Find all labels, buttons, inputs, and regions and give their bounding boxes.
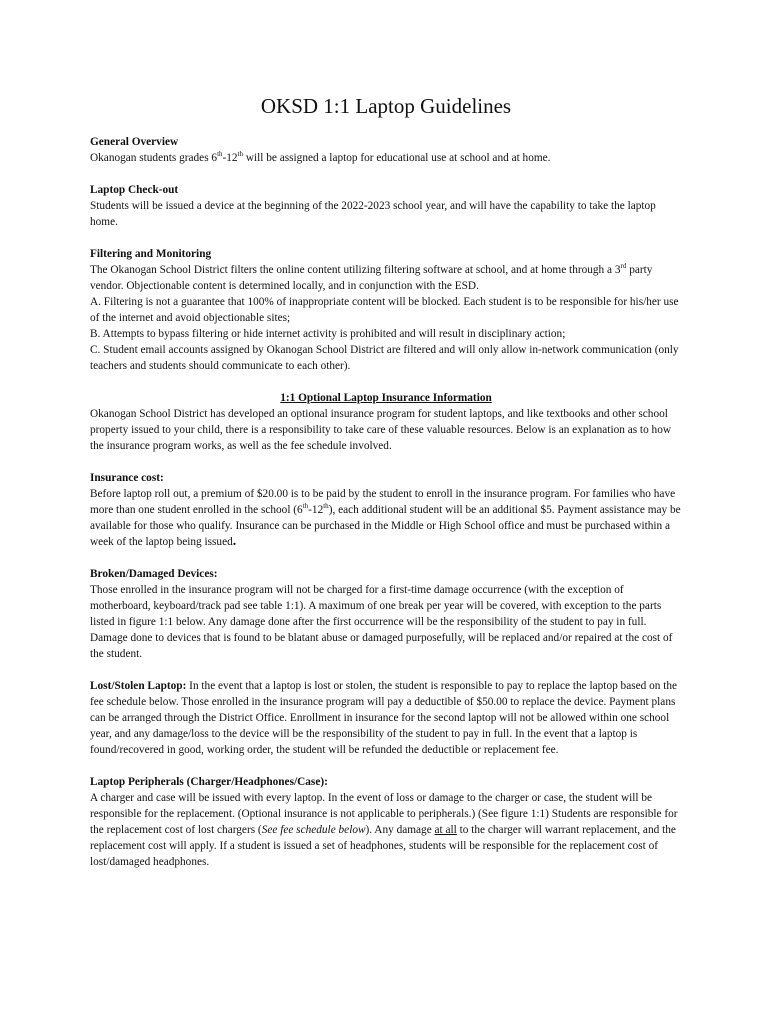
broken-text: Those enrolled in the insurance program will not be charged for a first-time damage occurrence (with the exception of motherboard, keyboard/track pad see table 1:1). A maximum of one break per year will be covered, with exception to the parts listed in figure 1:1 below. Any damage done after the first occurrence will be the responsibility of the student to pay in full. Damage done to devices that is found to be blatant abuse or damaged purposefully, will be replaced and/or repaired at the cost of the student. <box>90 584 673 660</box>
insurance-cost-heading: Insurance cost: <box>90 472 164 484</box>
filtering-item-a: A. Filtering is not a guarantee that 100% of inappropriate content will be blocked. Each student is to be responsible for his/her use of the internet and avoid objectionable sites; <box>90 296 679 324</box>
general-overview-text <box>90 150 682 166</box>
filtering-line-2-num: 3 <box>614 264 621 276</box>
peripherals-text-b: ). Any damage <box>365 824 435 836</box>
general-overview-text-a: Okanogan students grades 6 <box>90 152 218 164</box>
lost-text: In the event that a laptop is lost or stolen, the student is responsible to pay to replace the laptop based on the fee schedule below. Those enrolled in the insurance program will pay a deductible of $50.00 to replace the device. Payment plans can be arranged through the District Office. Enrollment in insurance for the second laptop will not be allowed within one school year, and any damage/loss to the device will be the responsibility of the student to pay in full. In the event that a laptop is found/recovered in good, working order, the student will be refunded the deductible or replacement fee. <box>90 680 678 756</box>
checkout-text: Students will be issued a device at the beginning of the 2022-2023 school year, and will have the capability to take the laptop home. <box>90 200 656 228</box>
emphasis-at-all: at all <box>434 824 457 836</box>
filtering-heading: Filtering and Monitoring <box>90 248 212 260</box>
filtering-item-c: C. Student email accounts assigned by Okanogan School District are filtered and will only allow in-network communication (only teachers and students should communicate to each other). <box>90 344 679 372</box>
insurance-cost-text-c: ), each additional student will be an additional $5. Payment assistance may be available for those who qualify. Insurance can be purchased in the Middle or High School office and must be purchased within a week of the laptop being issued <box>90 504 681 548</box>
broken-heading: Broken/Damaged Devices: <box>90 568 218 580</box>
lost-heading: Lost/Stolen Laptop: <box>90 680 187 692</box>
insurance-info-text: Okanogan School District has developed an optional insurance program for student laptops, and like textbooks and other school property issued to your child, there is a responsibility to take care of these valuable resources. Below is an explanation as to how the insurance program works, as well as the fee schedule involved. <box>90 408 672 452</box>
end-period: . <box>232 534 237 549</box>
general-overview-heading: General Overview <box>90 136 179 148</box>
superscript: rd <box>620 262 627 270</box>
filtering-intro <box>90 262 682 294</box>
insurance-cost-text-a: Before laptop roll out, a premium of $20.00 is to be paid by the student to enroll in the insurance program. For families who have more than one student enrolled in the school (6 <box>90 488 676 516</box>
peripherals-text-c: to the charger will warrant replacement, and the replacement cost will apply. If a student is issued a set of headphones, students will be responsible for the replacement cost of lost/damaged headphones. <box>90 824 676 868</box>
insurance-info-heading: 1:1 Optional Laptop Insurance Information <box>280 392 492 404</box>
superscript: th <box>237 150 244 158</box>
fee-schedule-reference: See fee schedule below <box>261 824 366 836</box>
peripherals-heading: Laptop Peripherals (Charger/Headphones/Case): <box>90 776 328 788</box>
superscript: th <box>323 502 329 510</box>
general-overview-section <box>90 134 682 166</box>
general-overview-text-b: -12 <box>222 152 238 164</box>
superscript: th <box>217 150 223 158</box>
filtering-item-b: B. Attempts to bypass filtering or hide internet activity is prohibited and will result in disciplinary action; <box>90 328 566 340</box>
insurance-info-section <box>90 390 682 454</box>
peripherals-text <box>90 790 682 870</box>
checkout-section <box>90 182 682 230</box>
insurance-cost-text-b: -12 <box>308 504 324 516</box>
peripherals-text-a: A charger and case will be issued with every laptop. In the event of loss or damage to the charger or case, the student will be responsible for the replacement. (Optional insurance is not applicable to peripherals.) (See figure 1:1) Students are responsible for the replacement cost of lost chargers ( <box>90 792 678 836</box>
document-title: OKSD 1:1 Laptop Guidelines <box>260 94 512 118</box>
lost-paragraph <box>90 678 682 758</box>
filtering-section <box>90 246 682 374</box>
general-overview-text-c: will be assigned a laptop for educational use at school and at home. <box>243 152 551 164</box>
peripherals-section <box>90 774 682 870</box>
superscript: th <box>302 502 309 510</box>
filtering-line-2-rest: party vendor. Objectionable content is determined locally, and in conjunction with the ESD. <box>90 264 653 292</box>
filtering-line-1: The Okanogan School District filters the online content utilizing filtering software at school, and at home through a <box>90 264 613 276</box>
broken-section <box>90 566 682 662</box>
document-page <box>90 92 682 886</box>
checkout-heading: Laptop Check-out <box>90 184 179 196</box>
insurance-cost-text <box>90 486 682 550</box>
lost-section <box>90 678 682 758</box>
insurance-cost-section <box>90 470 682 550</box>
